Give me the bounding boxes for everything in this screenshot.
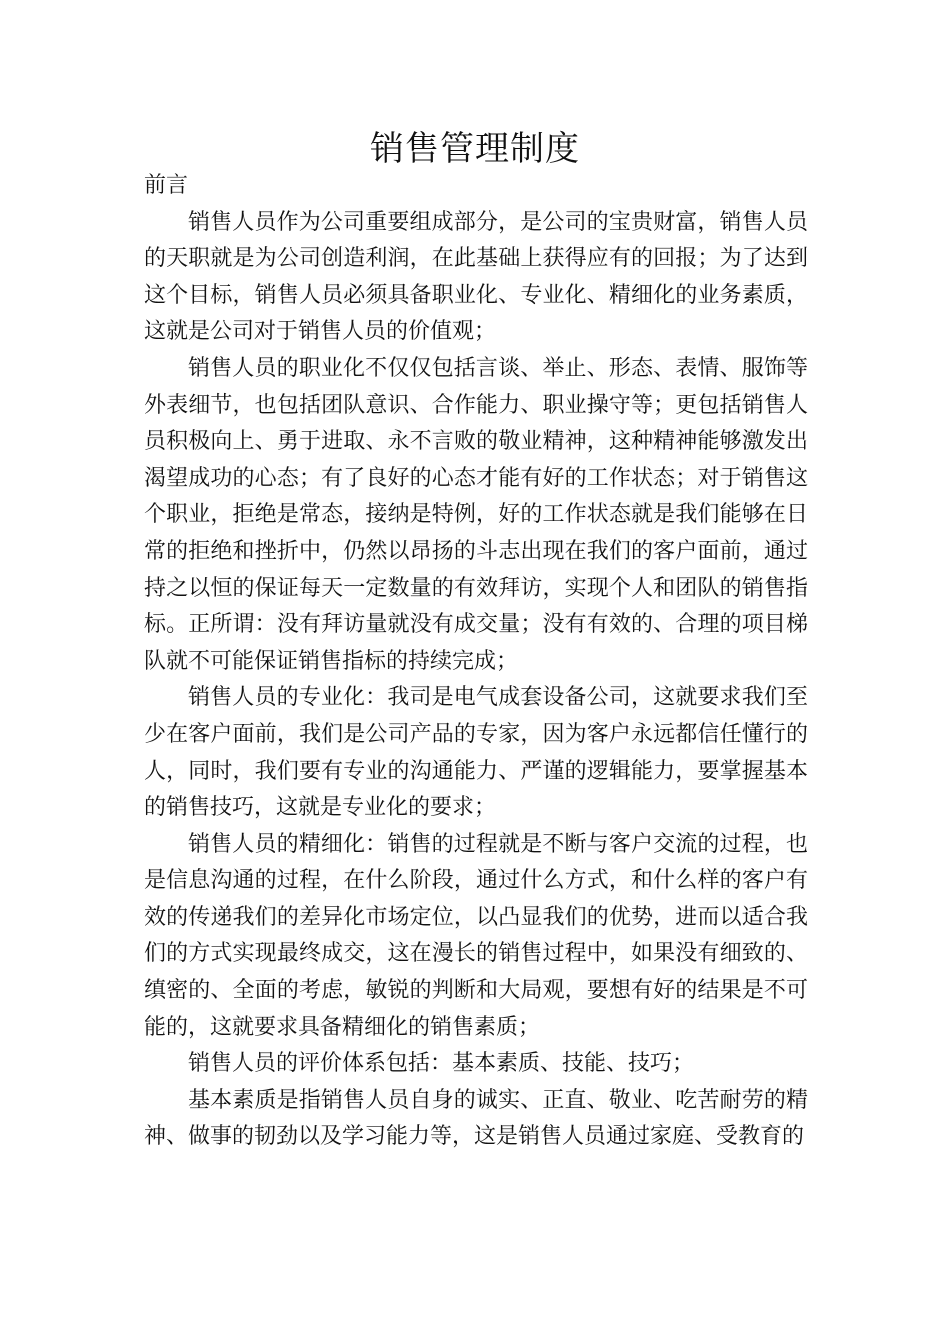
- paragraph-refinement: 销售人员的精细化：销售的过程就是不断与客户交流的过程，也是信息沟通的过程，在什么阶段，通过什么方式，和什么样的客户有效的传递我们的差异化市场定位，以凸显我们的优势，进而以适合我们的方式实现最终成交，这在漫长的销售过程中，如果没有细致的、缜密的、全面的考虑，敏锐的判断和大局观，要想有好的结果是不可能的，这就要求具备精细化的销售素质；: [144, 831, 808, 1040]
- section-heading: 前言: [144, 173, 189, 198]
- paragraph-basic-qualities: 基本素质是指销售人员自身的诚实、正直、敬业、吃苦耐劳的精神、做事的韧劲以及学习能力等，这是销售人员通过家庭、受教育的: [144, 1087, 808, 1150]
- paragraph-specialization: 销售人员的专业化：我司是电气成套设备公司，这就要求我们至少在客户面前，我们是公司产品的专家，因为客户永远都信任懂行的人，同时，我们要有专业的沟通能力、严谨的逻辑能力，要掌握基本的销售技巧，这就是专业化的要求；: [144, 685, 808, 821]
- paragraph-professionalism: 销售人员的职业化不仅仅包括言谈、举止、形态、表情、服饰等外表细节，也包括团队意识、合作能力、职业操守等；更包括销售人员积极向上、勇于进取、永不言败的敬业精神，这种精神能够激发出渴望成功的心态；有了良好的心态才能有好的工作状态；对于销售这个职业，拒绝是常态，接纳是特例，好的工作状态就是我们能够在日常的拒绝和挫折中，仍然以昂扬的斗志出现在我们的客户面前，通过持之以恒的保证每天一定数量的有效拜访，实现个人和团队的销售指标。正所谓：没有拜访量就没有成交量；没有有效的、合理的项目梯队就不可能保证销售指标的持续完成；: [144, 355, 808, 674]
- paragraph-value-statement: 销售人员作为公司重要组成部分，是公司的宝贵财富，销售人员的天职就是为公司创造利润，在此基础上获得应有的回报；为了达到这个目标，销售人员必须具备职业化、专业化、精细化的业务素质，这就是公司对于销售人员的价值观；: [144, 209, 808, 345]
- paragraph-evaluation-system: 销售人员的评价体系包括：基本素质、技能、技巧；: [188, 1051, 695, 1077]
- document-body: [144, 168, 808, 1156]
- document-title: 销售管理制度: [370, 129, 580, 169]
